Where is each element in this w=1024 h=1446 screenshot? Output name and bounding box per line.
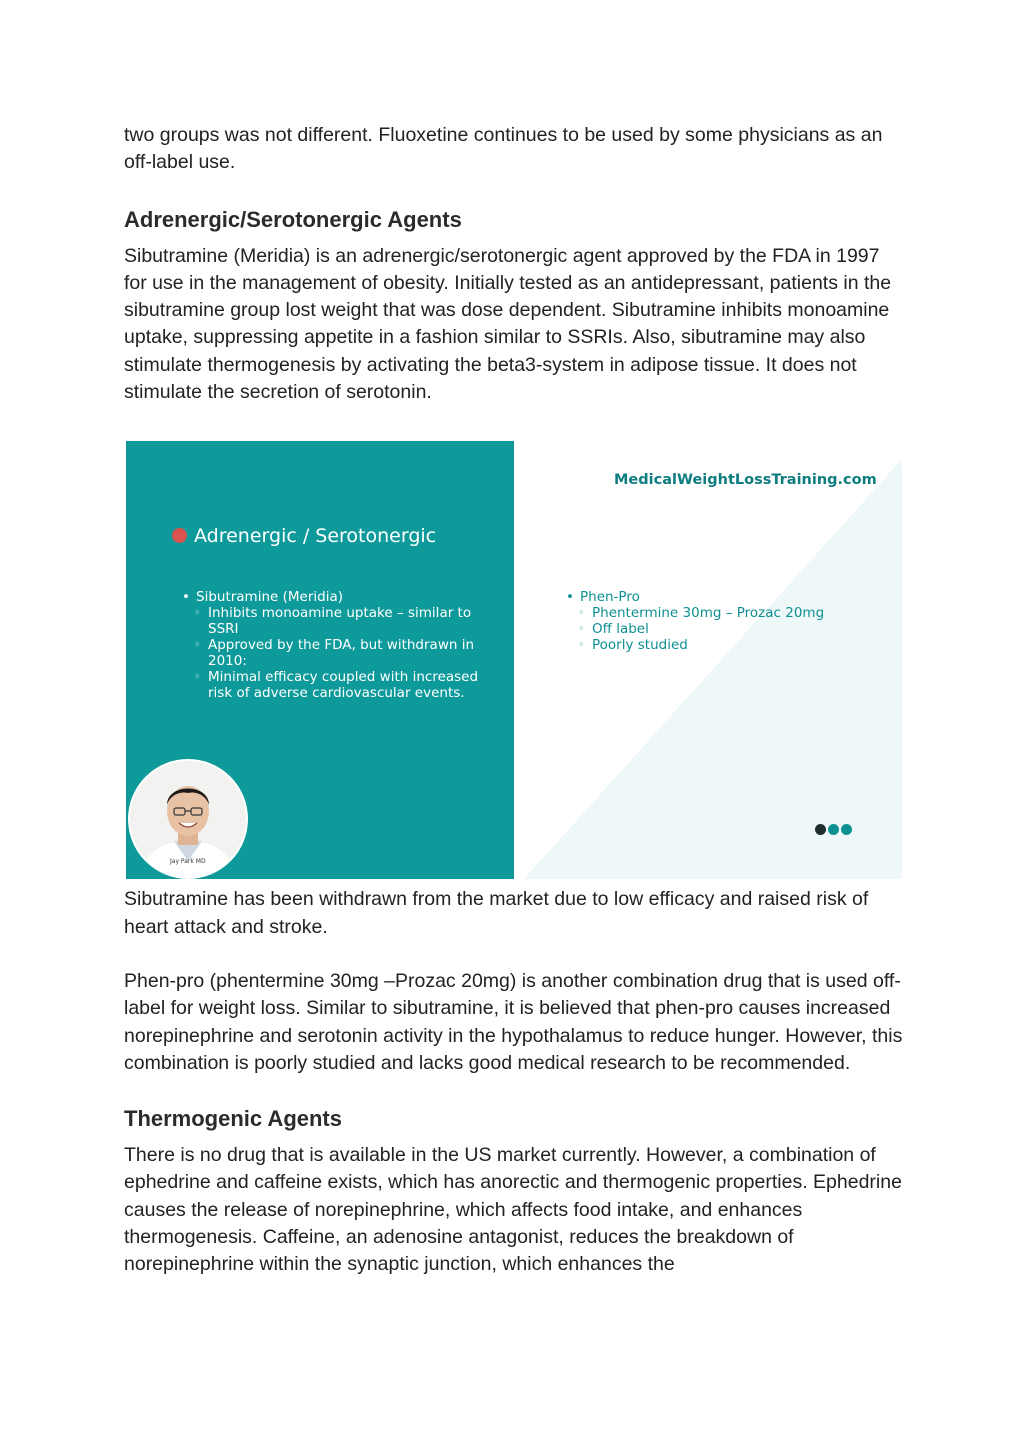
lecture-slide-image [126,441,902,879]
document-page [124,122,904,1279]
slide-left-panel [126,441,514,879]
slide-title [172,525,436,547]
dot-icon [841,824,852,835]
intro-paragraph: two groups was not different. Fluoxetine continues to be used by some physicians as an off-label use. [124,124,883,174]
slide-dots [815,822,854,840]
slide-brand-text: MedicalWeightLossTraining.com [614,472,877,489]
presenter-name: Jay Park MD [170,858,206,866]
slide-right-panel [514,441,902,879]
dot-icon [815,824,826,835]
slide-left-subitem: ◦ Approved by the FDA, but withdrawn in 2010: [182,637,482,669]
withdrawn-paragraph: Sibutramine has been withdrawn from the market due to low efficacy and raised risk of heart attack and stroke. [124,888,869,938]
phen-pro-paragraph: Phen-pro (phentermine 30mg –Prozac 20mg) is another combination drug that is used off-label for weight loss. Similar to sibutramine, it is believed that phen-pro causes increased norepinephrine and serotonin activity in the hypothalamus to reduce hunger. However, this combination is poorly studied and lacks good medical research to be recommended. [124,969,903,1074]
slide-right-subitem: ◦ Off label [566,621,866,637]
title-dot-icon [172,528,187,543]
presenter-avatar [128,759,248,879]
thermogenic-paragraph: There is no drug that is available in the US market currently. However, a combination of ephedrine and caffeine exists, which has anorectic and thermogenic properties. Ephedrine causes the release of norepinephrine, which affects food intake, and enhances thermogenesis. Caffeine, an adenosine antagonist, reduces the breakdown of norepinephrine within the synaptic junction, which enhances the [124,1144,902,1276]
section-heading-adrenergic: Adrenergic/Serotonergic Agents [124,206,462,232]
slide-left-subitem: ◦ Minimal efficacy coupled with increased risk of adverse cardiovascular events. [182,669,482,701]
slide-right-subitem: ◦ Phentermine 30mg – Prozac 20mg [566,605,866,621]
section-heading-thermogenic: Thermogenic Agents [124,1106,342,1132]
slide-right-item: • Phen-Pro [566,589,866,605]
slide-left-subitem: ◦ Inhibits monoamine uptake – similar to SSRI [182,605,482,637]
slide-right-subitem: ◦ Poorly studied [566,637,866,653]
slide-background-shape [514,441,902,879]
slide-title-text: Adrenergic / Serotonergic [194,525,437,548]
slide-left-list [182,589,482,701]
slide-right-list [566,589,866,653]
adrenergic-paragraph: Sibutramine (Meridia) is an adrenergic/serotonergic agent approved by the FDA in 1997 for use in the management of obesity. Initially tested as an antidepressant, patients in the sibutramine group lost weight that was dose dependent. Sibutramine inhibits monoamine uptake, suppressing appetite in a fashion similar to SSRIs. Also, sibutramine may also stimulate thermogenesis by activating the beta3-system in adipose tissue. It does not stimulate the secretion of serotonin. [124,244,892,404]
slide-left-item: • Sibutramine (Meridia) [182,589,482,605]
dot-icon [828,824,839,835]
